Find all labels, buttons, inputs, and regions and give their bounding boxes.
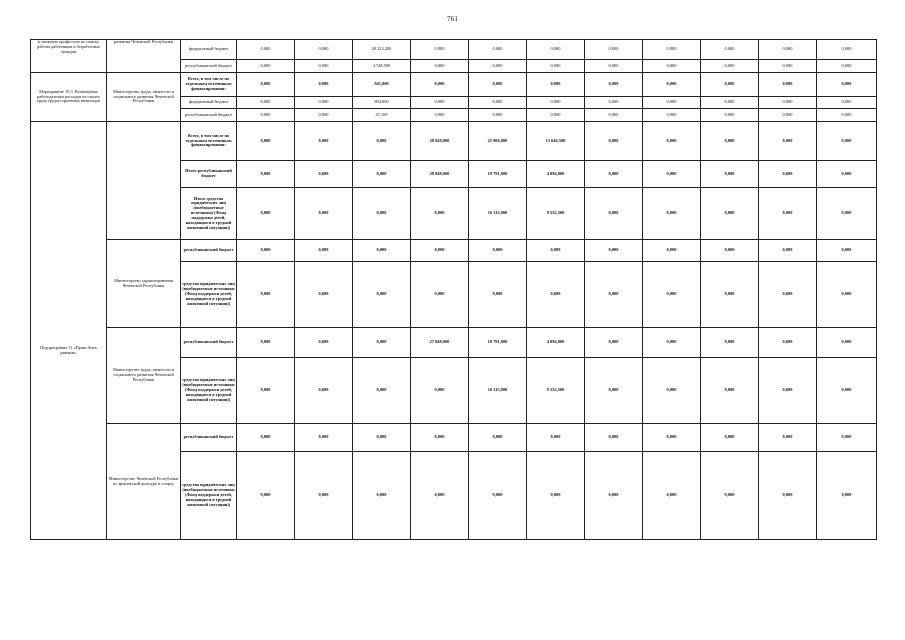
table-row	[31, 40, 877, 60]
value-cell: 0,000	[411, 358, 469, 424]
value-cell: 0,000	[817, 109, 877, 122]
value-cell: 0,000	[469, 109, 527, 122]
value-cell: 0,000	[527, 452, 585, 540]
value-cell: 0,000	[237, 97, 295, 109]
value-cell: 0,000	[759, 240, 817, 262]
value-cell: 0,000	[295, 161, 353, 188]
value-cell: 0,000	[759, 358, 817, 424]
value-cell: 0,000	[643, 188, 701, 240]
value-cell: 0,000	[585, 109, 643, 122]
value-cell: 0,000	[759, 328, 817, 358]
value-cell: 0,000	[643, 97, 701, 109]
page-number: 761	[446, 15, 459, 23]
value-cell: 0,000	[585, 262, 643, 328]
value-cell: 0,000	[411, 240, 469, 262]
value-cell: 0,000	[411, 73, 469, 97]
value-cell: 0,000	[585, 60, 643, 73]
value-cell: 0,000	[353, 424, 411, 452]
value-cell: 0,000	[643, 240, 701, 262]
table-row	[31, 424, 877, 452]
value-cell: 0,000	[643, 40, 701, 60]
activity-cell: Подпрограмма 11 «Право быть равным»	[31, 122, 107, 540]
value-cell: 0,000	[469, 424, 527, 452]
value-cell: 0,000	[643, 60, 701, 73]
value-cell: 0,000	[701, 188, 759, 240]
funding-source-cell: республиканский бюджет	[181, 328, 237, 358]
value-cell: 0,000	[701, 240, 759, 262]
value-cell: 0,000	[817, 424, 877, 452]
value-cell: 9 552,500	[527, 188, 585, 240]
value-cell: 0,000	[643, 161, 701, 188]
value-cell: 0,000	[585, 122, 643, 161]
value-cell: 27 848,000	[411, 328, 469, 358]
value-cell: 0,000	[585, 161, 643, 188]
value-cell: 16 115,000	[469, 358, 527, 424]
value-cell: 0,000	[295, 452, 353, 540]
value-cell: 0,000	[759, 109, 817, 122]
value-cell: 4 094,000	[527, 161, 585, 188]
value-cell: 0,000	[411, 262, 469, 328]
value-cell: 0,000	[237, 161, 295, 188]
value-cell: 0,000	[701, 122, 759, 161]
value-cell: 0,000	[527, 262, 585, 328]
value-cell: 0,000	[295, 262, 353, 328]
value-cell: 0,000	[353, 122, 411, 161]
value-cell: 0,000	[527, 40, 585, 60]
value-cell: 0,000	[817, 73, 877, 97]
value-cell: 0,000	[353, 262, 411, 328]
value-cell: 0,000	[701, 109, 759, 122]
value-cell: 9 552,500	[527, 358, 585, 424]
value-cell: 0,000	[759, 424, 817, 452]
value-cell: 0,000	[759, 60, 817, 73]
value-cell: 0,000	[353, 452, 411, 540]
value-cell: 0,000	[469, 240, 527, 262]
value-cell: 0,000	[585, 452, 643, 540]
value-cell: 0,000	[817, 122, 877, 161]
value-cell: 0,000	[469, 73, 527, 97]
value-cell: 0,000	[353, 188, 411, 240]
value-cell: 0,000	[295, 122, 353, 161]
funding-source-cell: средства юридических лиц (внебюджетные источники (Фонд поддержки детей, находящихся в трудной жизненной ситуации))	[181, 358, 237, 424]
value-cell: 0,000	[295, 240, 353, 262]
value-cell: 0,000	[237, 262, 295, 328]
value-cell: 0,000	[585, 73, 643, 97]
responsible-cell: Министерство труда, занятости и социального развития Чеченской Республики	[107, 328, 181, 424]
value-cell: 19 791,000	[469, 161, 527, 188]
value-cell: 0,000	[759, 73, 817, 97]
responsible-cell: Министерство труда, занятости и социального развития Чеченской Республики	[107, 73, 181, 122]
value-cell: 0,000	[643, 358, 701, 424]
value-cell: 0,000	[817, 97, 877, 109]
value-cell: 0,000	[759, 262, 817, 328]
responsible-cell: Министерство Чеченской Республики по физической культуре и спорту	[107, 424, 181, 540]
value-cell: 0,000	[469, 60, 527, 73]
value-cell: 0,000	[527, 73, 585, 97]
value-cell: 20 223,200	[353, 40, 411, 60]
value-cell: 0,000	[701, 358, 759, 424]
funding-source-cell: Всего, в том числе по отдельным источникам финансирования:	[181, 122, 237, 161]
value-cell: 0,000	[353, 358, 411, 424]
value-cell: 0,000	[295, 328, 353, 358]
value-cell: 0,000	[759, 161, 817, 188]
value-cell: 0,000	[295, 188, 353, 240]
value-cell: 0,000	[295, 424, 353, 452]
value-cell: 0,000	[585, 40, 643, 60]
funding-source-cell: Всего, в том числе по отдельным источникам финансирования:	[181, 73, 237, 97]
funding-source-cell: республиканский бюджет	[181, 240, 237, 262]
value-cell: 0,000	[643, 424, 701, 452]
value-cell: 0,000	[411, 60, 469, 73]
value-cell: 0,000	[817, 262, 877, 328]
value-cell: 0,000	[353, 328, 411, 358]
value-cell: 0,000	[585, 358, 643, 424]
table-row	[31, 73, 877, 97]
activity-cell: Мероприятие 19.3. Возмещение работодателям расходов на оплату труда трудоустроенных инвалидов	[31, 73, 107, 122]
value-cell: 0,000	[411, 452, 469, 540]
table-row	[31, 122, 877, 161]
funding-source-cell: республиканский бюджет	[181, 109, 237, 122]
budget-table	[30, 39, 877, 540]
value-cell: 18 791,000	[469, 328, 527, 358]
value-cell: 0,000	[701, 161, 759, 188]
value-cell: 0,000	[527, 109, 585, 122]
value-cell: 28 848,000	[411, 161, 469, 188]
value-cell: 0,000	[643, 122, 701, 161]
value-cell: 0,000	[469, 97, 527, 109]
responsible-cell	[107, 122, 181, 240]
value-cell: 0,000	[527, 60, 585, 73]
value-cell: 894,800	[353, 97, 411, 109]
value-cell: 0,000	[411, 424, 469, 452]
value-cell: 0,000	[237, 328, 295, 358]
value-cell: 0,000	[817, 60, 877, 73]
value-cell: 0,000	[411, 188, 469, 240]
value-cell: 0,000	[237, 188, 295, 240]
value-cell: 0,000	[411, 109, 469, 122]
funding-source-cell: Итого средства юридических лиц (внебюджетные источники) (Фонд поддержки детей, находящихся в трудной жизненной ситуации))	[181, 188, 237, 240]
value-cell: 0,000	[295, 73, 353, 97]
value-cell: 0,000	[759, 188, 817, 240]
value-cell: 0,000	[817, 328, 877, 358]
value-cell: 0,000	[817, 40, 877, 60]
value-cell: 0,000	[759, 452, 817, 540]
value-cell: 0,000	[527, 240, 585, 262]
value-cell: 0,000	[295, 109, 353, 122]
value-cell: 0,000	[237, 240, 295, 262]
value-cell: 0,000	[701, 424, 759, 452]
value-cell: 0,000	[817, 161, 877, 188]
table-row	[31, 328, 877, 358]
activity-cell: в смежную профессию по поиску работы работников и безработных граждан	[31, 40, 107, 73]
value-cell: 0,000	[817, 452, 877, 540]
value-cell: 0,000	[759, 122, 817, 161]
value-cell: 16 115,000	[469, 188, 527, 240]
value-cell: 0,000	[237, 424, 295, 452]
value-cell: 0,000	[817, 358, 877, 424]
value-cell: 0,000	[237, 122, 295, 161]
value-cell: 0,000	[237, 60, 295, 73]
funding-source-cell: республиканский бюджет	[181, 424, 237, 452]
value-cell: 0,000	[295, 358, 353, 424]
value-cell: 0,000	[585, 97, 643, 109]
value-cell: 0,000	[701, 40, 759, 60]
value-cell: 0,000	[237, 452, 295, 540]
value-cell: 0,000	[585, 240, 643, 262]
value-cell: 0,000	[643, 73, 701, 97]
value-cell: 4 094,000	[527, 328, 585, 358]
value-cell: 0,000	[701, 328, 759, 358]
value-cell: 0,000	[701, 60, 759, 73]
value-cell: 0,000	[643, 109, 701, 122]
value-cell: 0,000	[701, 452, 759, 540]
value-cell: 0,000	[295, 40, 353, 60]
funding-source-cell: средства юридических лиц (внебюджетные источники (Фонд поддержки детей, находящихся в трудной жизненной ситуации))	[181, 262, 237, 328]
value-cell: 0,000	[701, 97, 759, 109]
value-cell: 0,000	[759, 40, 817, 60]
value-cell: 0,000	[643, 452, 701, 540]
responsible-cell: Министерство здравоохранения Чеченской Республики	[107, 240, 181, 328]
funding-source-cell: федеральный бюджет	[181, 40, 237, 60]
value-cell: 0,000	[527, 97, 585, 109]
value-cell: 0,000	[237, 40, 295, 60]
funding-source-cell: республиканский бюджет	[181, 60, 237, 73]
value-cell: 0,000	[295, 97, 353, 109]
value-cell: 0,000	[237, 109, 295, 122]
value-cell: 0,000	[701, 73, 759, 97]
value-cell: 0,000	[353, 161, 411, 188]
value-cell: 4 748,500	[353, 60, 411, 73]
table-row	[31, 240, 877, 262]
value-cell: 0,000	[643, 328, 701, 358]
value-cell: 0,000	[237, 73, 295, 97]
value-cell: 0,000	[295, 60, 353, 73]
value-cell: 0,000	[527, 424, 585, 452]
value-cell: 13 646,500	[527, 122, 585, 161]
value-cell: 0,000	[353, 240, 411, 262]
value-cell: 25 906,000	[469, 122, 527, 161]
funding-source-cell: Итого республиканский бюджет	[181, 161, 237, 188]
value-cell: 0,000	[817, 240, 877, 262]
value-cell: 0,000	[411, 97, 469, 109]
value-cell: 0,000	[817, 188, 877, 240]
value-cell: 0,000	[469, 262, 527, 328]
funding-source-cell: федеральный бюджет	[181, 97, 237, 109]
value-cell: 941,900	[353, 73, 411, 97]
value-cell: 47,100	[353, 109, 411, 122]
value-cell: 0,000	[469, 452, 527, 540]
value-cell: 0,000	[643, 262, 701, 328]
funding-source-cell: средства юридических лиц (внебюджетные источники (Фонд поддержки детей, находящихся в трудной жизненной ситуации))	[181, 452, 237, 540]
value-cell: 0,000	[411, 40, 469, 60]
value-cell: 0,000	[701, 262, 759, 328]
value-cell: 0,000	[469, 40, 527, 60]
value-cell: 28 848,000	[411, 122, 469, 161]
value-cell: 0,000	[237, 358, 295, 424]
value-cell: 0,000	[585, 328, 643, 358]
value-cell: 0,000	[759, 97, 817, 109]
value-cell: 0,000	[585, 188, 643, 240]
responsible-cell: развития Чеченской Республики	[107, 40, 181, 73]
value-cell: 0,000	[585, 424, 643, 452]
